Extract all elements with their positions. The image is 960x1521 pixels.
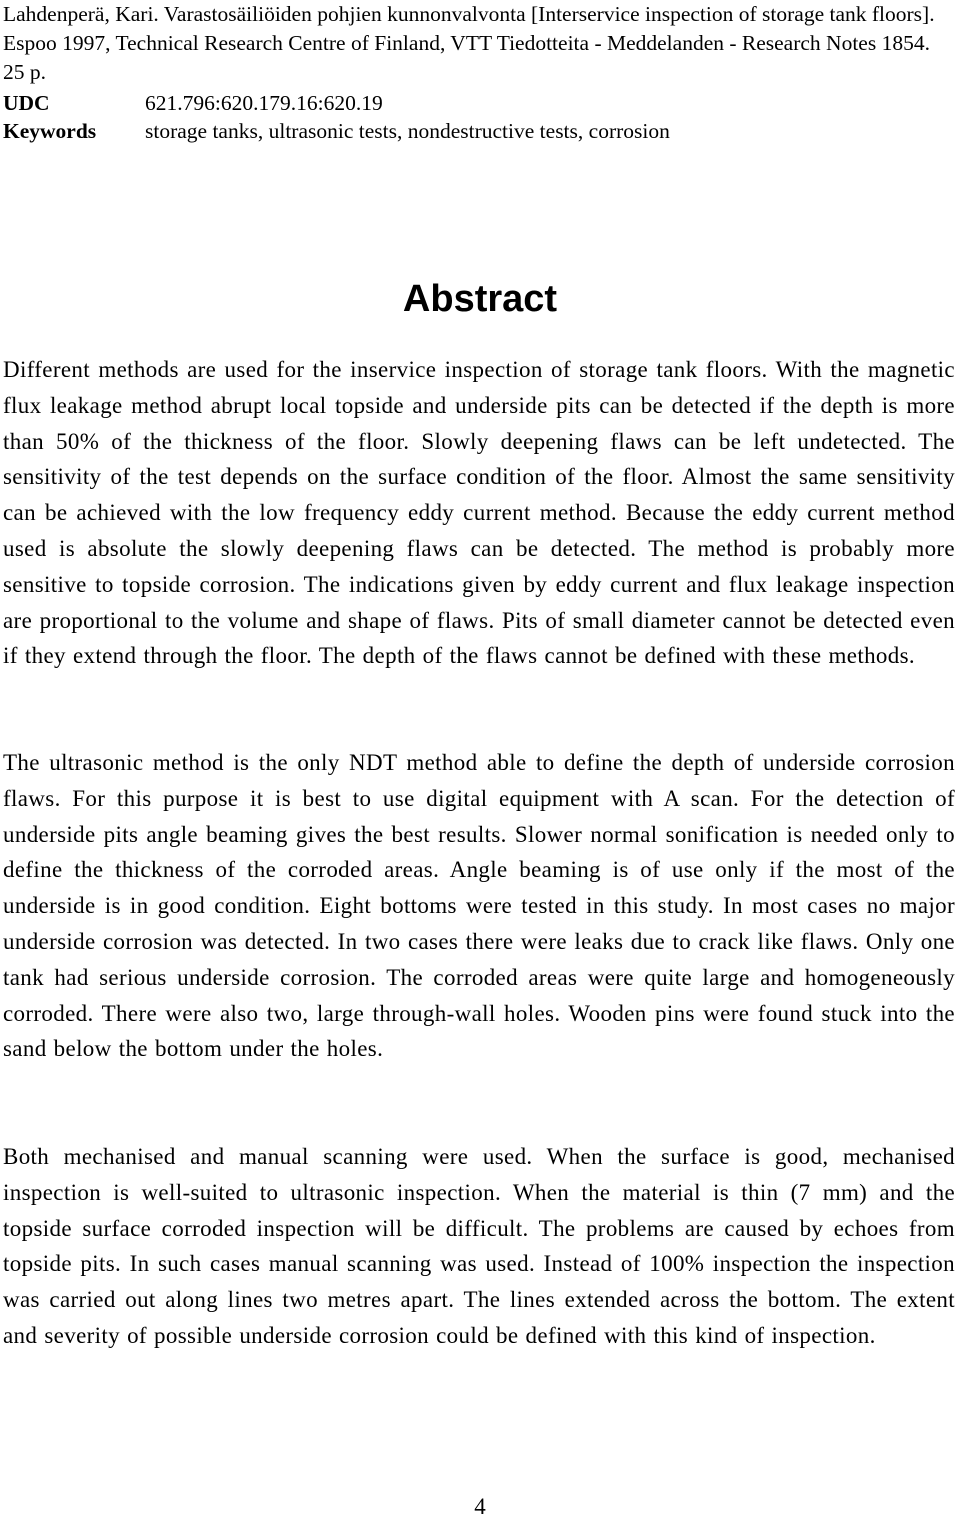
udc-value: 621.796:620.179.16:620.19 [145,91,383,115]
keywords-value: storage tanks, ultrasonic tests, nondestructive tests, corrosion [145,119,670,143]
udc-label: UDC [3,91,50,115]
udc-row [3,89,953,118]
page-number: 4 [474,1494,486,1519]
abstract-heading: Abstract [402,278,558,320]
abstract-paragraph-3: Both mechanised and manual scanning were used. When the surface is good, mechanised inspection is well-suited to ultrasonic inspection. When the material is thin (7 mm) and the topside surface corroded inspection will be difficult. The problems are caused by echoes from topside pits. In such cases manual scanning was used. Instead of 100% inspection the inspection was carried out along lines two metres apart. The lines extended across the bottom. The extent and severity of possible underside corrosion could be defined with this kind of inspection. [3,1144,955,1348]
bibliographic-citation: Lahdenperä, Kari. Varastosäiliöiden pohjien kunnonvalvonta [Interservice inspection of storage tank floors]. Espoo 1997, Technical Research Centre of Finland, VTT Tiedotteita - Meddelanden - Research Notes 1854. 25 p. [3,2,935,84]
keywords-label: Keywords [3,119,97,143]
abstract-paragraph-2: The ultrasonic method is the only NDT method able to define the depth of underside corrosion flaws. For this purpose it is best to use digital equipment with A scan. For the detection of underside pits angle beaming gives the best results. Slower normal sonification is needed only to define the thickness of the corroded areas. Angle beaming is of use only if the most of the underside is in good condition. Eight bottoms were tested in this study. In most cases no major underside corrosion was detected. In two cases there were leaks due to crack like flaws. Only one tank had serious underside corrosion. The corroded areas were quite large and homogeneously corroded. There were also two, large through-wall holes. Wooden pins were found stuck into the sand below the bottom under the holes. [3,750,955,1062]
abstract-paragraph-1: Different methods are used for the inservice inspection of storage tank floors. With the magnetic flux leakage method abrupt local topside and underside pits can be detected if the depth is more than 50% of the thickness of the floor. Slowly deepening flaws can be left undetected. The sensitivity of the test depends on the surface condition of the floor. Almost the same sensitivity can be achieved with the low frequency eddy current method. Because the eddy current method used is absolute the slowly deepening flaws can be detected. The method is probably more sensitive to topside corrosion. The indications given by eddy current and flux leakage inspection are proportional to the volume and shape of flaws. Pits of small diameter cannot be detected even if they extend through the floor. The depth of the flaws cannot be defined with these methods. [3,357,955,669]
keywords-row [3,117,953,146]
